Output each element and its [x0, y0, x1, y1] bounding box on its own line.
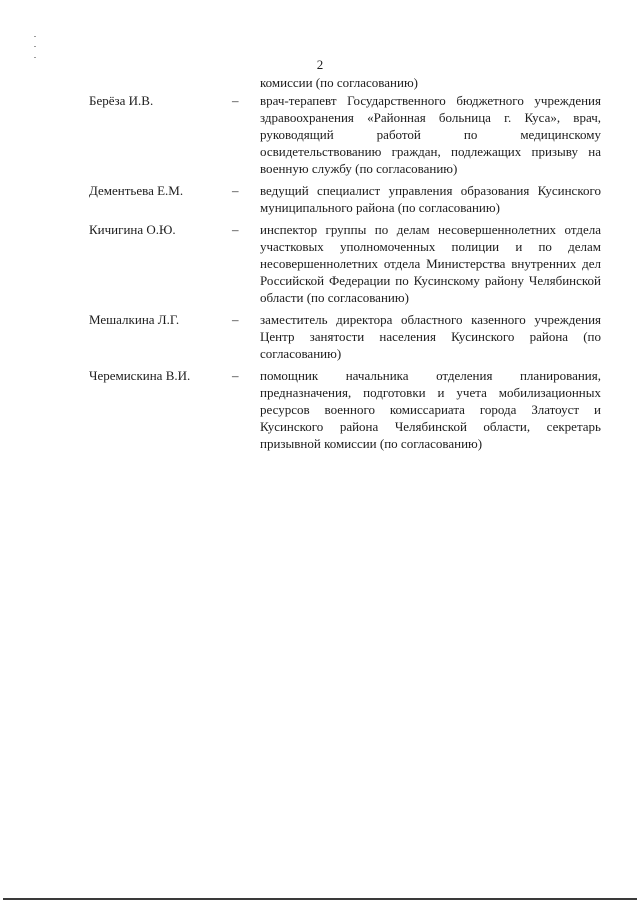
member-dash: –: [232, 222, 239, 237]
member-dash: –: [232, 368, 239, 383]
scan-speck: [34, 46, 36, 47]
commission-members-list: [89, 92, 601, 457]
member-description: ведущий специалист управления образования Кусинского муниципального района (по согласованию): [260, 183, 601, 215]
member-name: Берёза И.В.: [89, 93, 154, 108]
scan-speck: [34, 36, 36, 37]
member-name: Кичигина О.Ю.: [89, 222, 176, 237]
member-dash: –: [232, 93, 239, 108]
member-description: помощник начальника отделения планирования, предназначения, подготовки и учета мобилизационных ресурсов военного комиссариата города Златоуст и Кусинского района Челябинской области, секретарь призывной комиссии (по согласованию): [260, 368, 601, 451]
member-name: Черемискина В.И.: [89, 368, 191, 383]
member-name: Мешалкина Л.Г.: [89, 312, 180, 327]
scan-speck: [34, 57, 36, 58]
member-description: заместитель директора областного казенного учреждения Центр занятости населения Кусинского района (по согласованию): [260, 312, 601, 361]
member-description: врач-терапевт Государственного бюджетного учреждения здравоохранения «Районная больница г. Куса», врач, руководящий работой по медицинскому освидетельствованию граждан, подлежащих призыву на военную службу (по согласованию): [260, 93, 601, 176]
continuation-text: комиссии (по согласованию): [260, 75, 418, 90]
member-name: Дементьева Е.М.: [89, 183, 184, 198]
member-row: [89, 182, 601, 216]
member-row: [89, 367, 601, 452]
bottom-edge-rule: [3, 898, 637, 900]
member-row: [89, 311, 601, 362]
page-number: 2: [316, 57, 324, 72]
member-row: [89, 221, 601, 306]
member-dash: –: [232, 312, 239, 327]
member-dash: –: [232, 183, 239, 198]
member-row: [89, 92, 601, 177]
member-description: инспектор группы по делам несовершеннолетних отдела участковых уполномоченных полиции и по делам несовершеннолетних отдела Министерства внутренних дел Российской Федерации по Кусинскому району Челябинской области (по согласованию): [260, 222, 601, 305]
